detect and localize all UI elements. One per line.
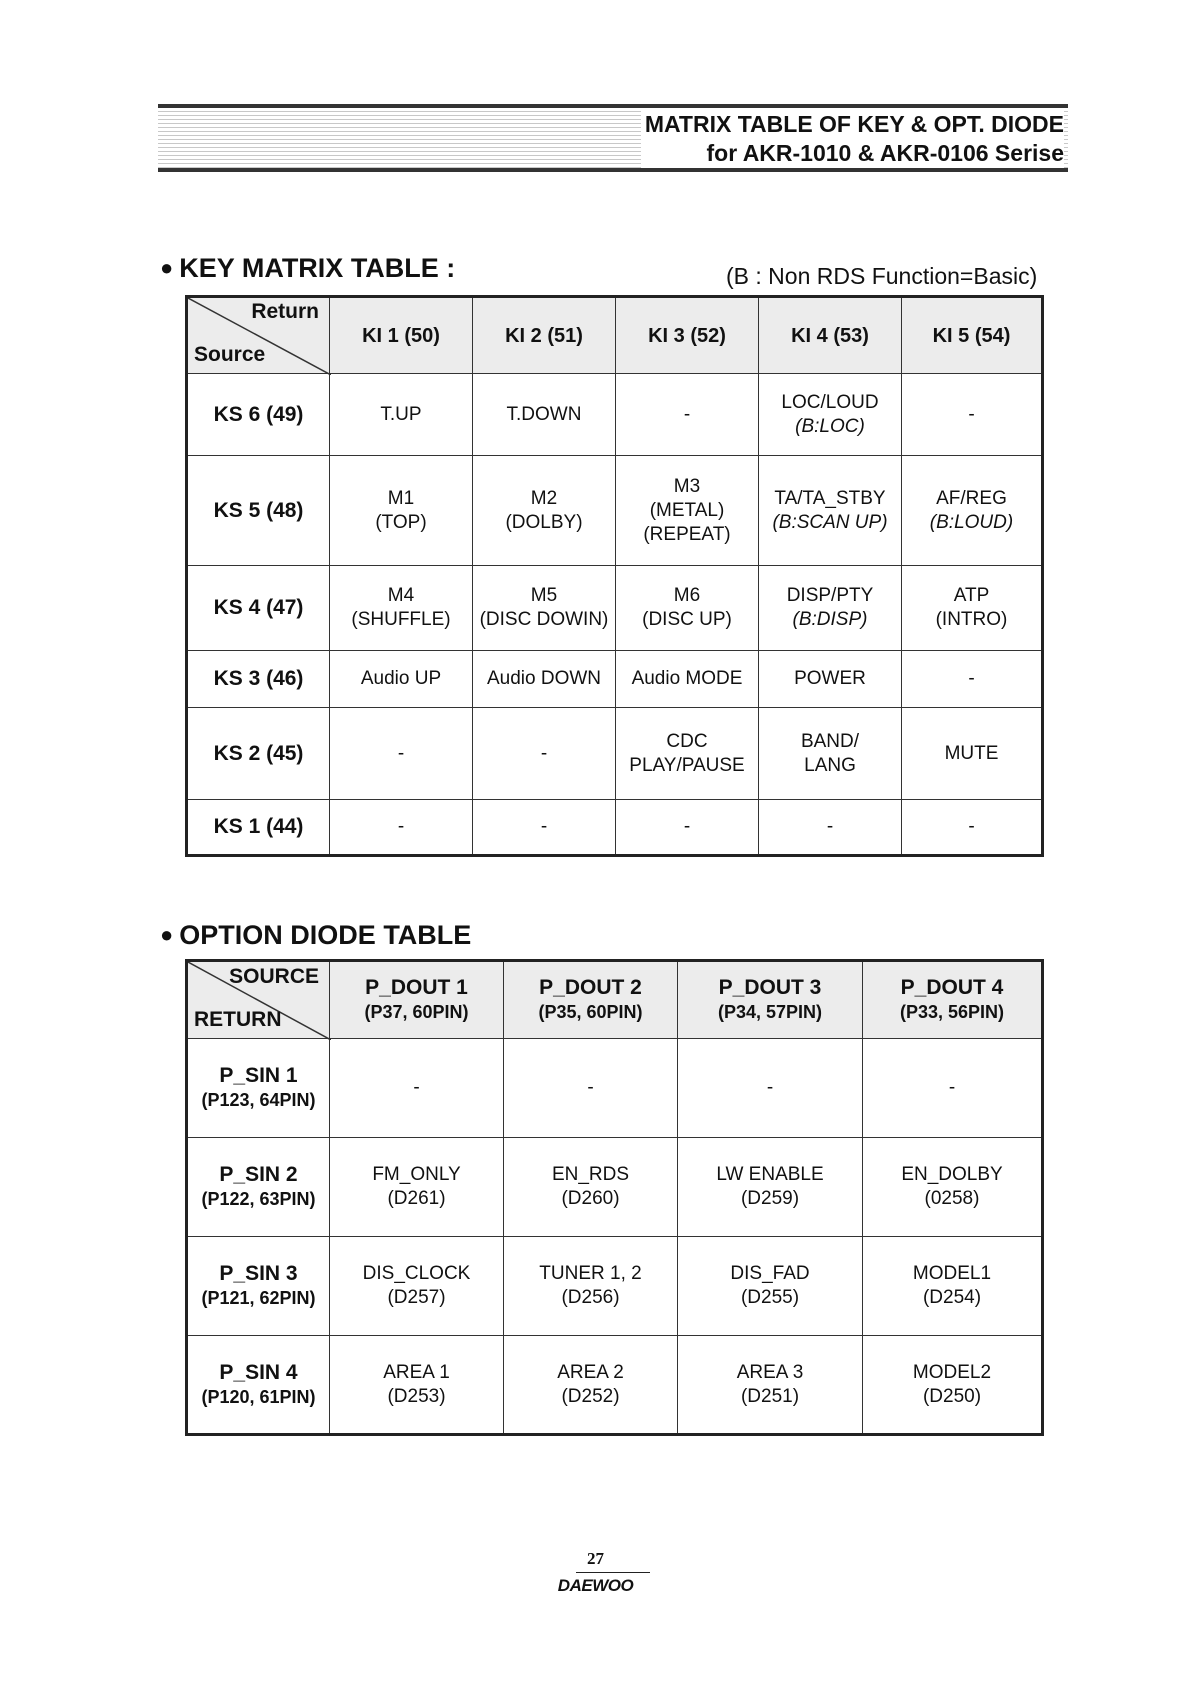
- key-column-header: KI 1 (50): [330, 297, 473, 374]
- cell-line: TA/TA_STBY: [774, 487, 886, 509]
- table-cell: [759, 651, 902, 708]
- row-header: KS 4 (47): [187, 566, 330, 651]
- cell-line: (TOP): [375, 511, 427, 533]
- cell-line: -: [968, 403, 975, 425]
- option-corner-cell: [187, 961, 330, 1039]
- row-name: P_SIN 3: [219, 1262, 298, 1285]
- table-cell: [759, 566, 902, 651]
- cell-line: Audio MODE: [631, 668, 743, 689]
- table-cell: [504, 1237, 678, 1336]
- cell-line: (D251): [740, 1385, 800, 1407]
- cell-line: DIS_CLOCK: [362, 1263, 471, 1284]
- table-cell: [330, 1039, 504, 1138]
- cell-line: -: [413, 1077, 420, 1098]
- cell-line: MUTE: [944, 742, 999, 764]
- key-column-header: KI 5 (54): [902, 297, 1043, 374]
- cell-line: -: [683, 816, 691, 837]
- table-cell: [616, 566, 759, 651]
- table-cell: [473, 708, 616, 800]
- table-cell: [504, 1039, 678, 1138]
- cell-line: AREA 1: [383, 1361, 450, 1383]
- table-cell: [678, 1039, 863, 1138]
- table-cell: [616, 374, 759, 456]
- option-column-header: [504, 961, 678, 1039]
- table-row: [187, 708, 1043, 800]
- table-cell: [902, 651, 1043, 708]
- cell-line: -: [397, 816, 405, 837]
- header-line-1: MATRIX TABLE OF KEY & OPT. DIODE: [644, 111, 1064, 137]
- cell-line: (METAL): [649, 499, 725, 521]
- table-row: [187, 456, 1043, 566]
- table-row: [187, 1039, 1043, 1138]
- row-pin: (P120, 61PIN): [201, 1386, 316, 1407]
- cell-line: (DOLBY): [505, 511, 583, 533]
- key-header-row: [187, 297, 1043, 374]
- cell-line: -: [587, 1077, 594, 1098]
- key-matrix-note: (B : Non RDS Function=Basic): [726, 263, 1038, 289]
- table-cell: [330, 651, 473, 708]
- row-header: [187, 1138, 330, 1237]
- cell-line: M5: [530, 585, 558, 606]
- table-cell: [330, 800, 473, 856]
- table-cell: [473, 456, 616, 566]
- table-row: [187, 800, 1043, 856]
- table-cell: [473, 566, 616, 651]
- bullet-icon: ●: [160, 255, 174, 280]
- footer-divider: [576, 1572, 650, 1573]
- option-corner-return: RETURN: [194, 1008, 282, 1031]
- table-cell: [863, 1336, 1043, 1435]
- cell-basic-note: (B:LOC): [795, 415, 865, 437]
- cell-basic-note: (B:DISP): [792, 609, 868, 630]
- cell-line: (D260): [561, 1188, 620, 1209]
- key-corner-source: Source: [194, 343, 266, 366]
- table-row: [187, 374, 1043, 456]
- table-row: [187, 1336, 1043, 1435]
- header-line-2: for AKR-1010 & AKR-0106 Serise: [706, 140, 1064, 166]
- cell-basic-note: (B:LOUD): [929, 511, 1014, 533]
- table-cell: [330, 1336, 504, 1435]
- cell-line: MODEL2: [912, 1361, 992, 1383]
- option-column-header: [330, 961, 504, 1039]
- key-corner-cell: [187, 297, 330, 374]
- table-cell: [616, 651, 759, 708]
- cell-line: -: [968, 668, 975, 689]
- cell-line: EN_RDS: [551, 1164, 630, 1185]
- cell-line: M6: [673, 585, 701, 606]
- column-pin: (P34, 57PIN): [717, 1002, 823, 1022]
- cell-line: (D250): [922, 1385, 982, 1407]
- cell-line: (D256): [561, 1287, 620, 1308]
- table-cell: [863, 1138, 1043, 1237]
- option-column-header: [863, 961, 1043, 1039]
- option-diode-title: [160, 919, 471, 951]
- cell-line: (D259): [740, 1188, 800, 1209]
- table-cell: [678, 1237, 863, 1336]
- key-column-header: KI 2 (51): [473, 297, 616, 374]
- cell-line: (D257): [387, 1287, 446, 1308]
- cell-line: -: [948, 1077, 956, 1098]
- cell-line: LOC/LOUD: [781, 391, 879, 413]
- table-cell: [616, 456, 759, 566]
- column-name: P_DOUT 2: [539, 976, 642, 999]
- table-cell: [863, 1237, 1043, 1336]
- cell-line: M3: [673, 475, 701, 497]
- option-header-row: [187, 961, 1043, 1039]
- cell-line: TUNER 1, 2: [539, 1263, 642, 1284]
- row-pin: (P121, 62PIN): [201, 1288, 316, 1308]
- key-column-header: KI 3 (52): [616, 297, 759, 374]
- column-name: P_DOUT 1: [365, 976, 468, 999]
- option-corner-source: SOURCE: [229, 965, 319, 988]
- cell-line: AREA 2: [557, 1361, 624, 1383]
- cell-line: POWER: [794, 668, 866, 689]
- cell-line: T.DOWN: [506, 403, 582, 425]
- cell-basic-note: (B:SCAN UP): [772, 511, 888, 533]
- table-cell: [473, 651, 616, 708]
- option-diode-table: [185, 959, 1044, 1436]
- table-cell: [759, 456, 902, 566]
- cell-line: AREA 3: [736, 1361, 804, 1383]
- cell-line: ATP: [953, 585, 990, 606]
- cell-line: -: [397, 742, 405, 764]
- daewoo-logo: DAEWOO: [557, 1576, 634, 1595]
- cell-line: (0258): [924, 1188, 980, 1209]
- row-pin: (P122, 63PIN): [201, 1189, 316, 1209]
- key-matrix-title: [160, 252, 455, 284]
- cell-line: DISP/PTY: [786, 585, 874, 606]
- cell-line: -: [540, 816, 548, 837]
- table-cell: [504, 1336, 678, 1435]
- option-column-header: [678, 961, 863, 1039]
- row-header: [187, 1336, 330, 1435]
- table-cell: [504, 1138, 678, 1237]
- cell-line: -: [826, 816, 834, 837]
- cell-line: (DISC DOWIN): [479, 609, 609, 630]
- cell-line: -: [540, 742, 548, 764]
- table-cell: [330, 566, 473, 651]
- row-header: KS 5 (48): [187, 456, 330, 566]
- cell-line: (INTRO): [935, 609, 1008, 630]
- table-cell: [863, 1039, 1043, 1138]
- row-header: [187, 1237, 330, 1336]
- cell-line: -: [766, 1077, 774, 1098]
- table-cell: [473, 374, 616, 456]
- row-name: P_SIN 2: [219, 1163, 298, 1186]
- column-pin: (P33, 56PIN): [899, 1002, 1005, 1022]
- table-cell: [902, 566, 1043, 651]
- cell-line: PLAY/PAUSE: [629, 754, 745, 776]
- cell-line: (D261): [387, 1188, 446, 1209]
- table-cell: [616, 708, 759, 800]
- cell-line: (D253): [387, 1385, 446, 1407]
- cell-line: (D255): [740, 1287, 800, 1308]
- row-header: KS 1 (44): [187, 800, 330, 856]
- row-header: KS 2 (45): [187, 708, 330, 800]
- cell-line: DIS_FAD: [730, 1263, 810, 1284]
- key-matrix-title-text: KEY MATRIX TABLE :: [179, 253, 456, 283]
- cell-line: Audio UP: [360, 668, 442, 689]
- table-row: [187, 651, 1043, 708]
- table-cell: [678, 1336, 863, 1435]
- row-header: [187, 1039, 330, 1138]
- row-name: P_SIN 4: [219, 1360, 298, 1384]
- column-name: P_DOUT 4: [900, 976, 1004, 999]
- table-cell: [330, 456, 473, 566]
- table-cell: [902, 456, 1043, 566]
- table-cell: [616, 800, 759, 856]
- table-cell: [759, 708, 902, 800]
- table-cell: [330, 1138, 504, 1237]
- table-cell: [902, 708, 1043, 800]
- table-row: [187, 566, 1043, 651]
- cell-line: M2: [530, 487, 558, 509]
- cell-line: -: [968, 816, 975, 837]
- row-header: KS 6 (49): [187, 374, 330, 456]
- column-pin: (P35, 60PIN): [538, 1002, 643, 1022]
- cell-line: AF/REG: [936, 487, 1007, 509]
- cell-line: LW ENABLE: [716, 1164, 824, 1185]
- cell-line: Audio DOWN: [486, 668, 602, 689]
- cell-line: T.UP: [380, 403, 422, 425]
- cell-line: LANG: [804, 754, 856, 776]
- option-diode-title-text: OPTION DIODE TABLE: [179, 920, 472, 950]
- page-number: 27: [587, 1549, 604, 1568]
- row-name: P_SIN 1: [219, 1064, 298, 1087]
- key-corner-return: Return: [251, 300, 319, 323]
- cell-line: (DISC UP): [642, 609, 732, 630]
- cell-line: M4: [387, 585, 415, 606]
- cell-line: (D252): [561, 1385, 620, 1407]
- table-cell: [902, 374, 1043, 456]
- table-cell: [902, 800, 1043, 856]
- table-row: [187, 1237, 1043, 1336]
- cell-line: (SHUFFLE): [351, 609, 451, 630]
- table-cell: [473, 800, 616, 856]
- cell-line: M1: [387, 487, 415, 509]
- table-row: [187, 1138, 1043, 1237]
- table-cell: [678, 1138, 863, 1237]
- header-title: [641, 110, 1064, 168]
- table-cell: [759, 374, 902, 456]
- table-cell: [330, 374, 473, 456]
- page-header: [158, 104, 1068, 172]
- row-header: KS 3 (46): [187, 651, 330, 708]
- cell-line: CDC: [666, 730, 708, 752]
- row-pin: (P123, 64PIN): [201, 1090, 316, 1110]
- cell-line: FM_ONLY: [372, 1164, 461, 1185]
- column-name: P_DOUT 3: [718, 976, 822, 999]
- key-matrix-table: [185, 295, 1044, 857]
- key-column-header: KI 4 (53): [759, 297, 902, 374]
- table-cell: [330, 1237, 504, 1336]
- cell-line: EN_DOLBY: [901, 1164, 1003, 1185]
- column-pin: (P37, 60PIN): [364, 1002, 469, 1022]
- cell-line: MODEL1: [912, 1263, 992, 1284]
- cell-line: (REPEAT): [643, 523, 731, 545]
- cell-line: (D254): [922, 1287, 982, 1308]
- cell-line: -: [683, 403, 691, 425]
- table-cell: [759, 800, 902, 856]
- cell-line: BAND/: [800, 730, 860, 752]
- bullet-icon: ●: [160, 922, 174, 947]
- table-cell: [330, 708, 473, 800]
